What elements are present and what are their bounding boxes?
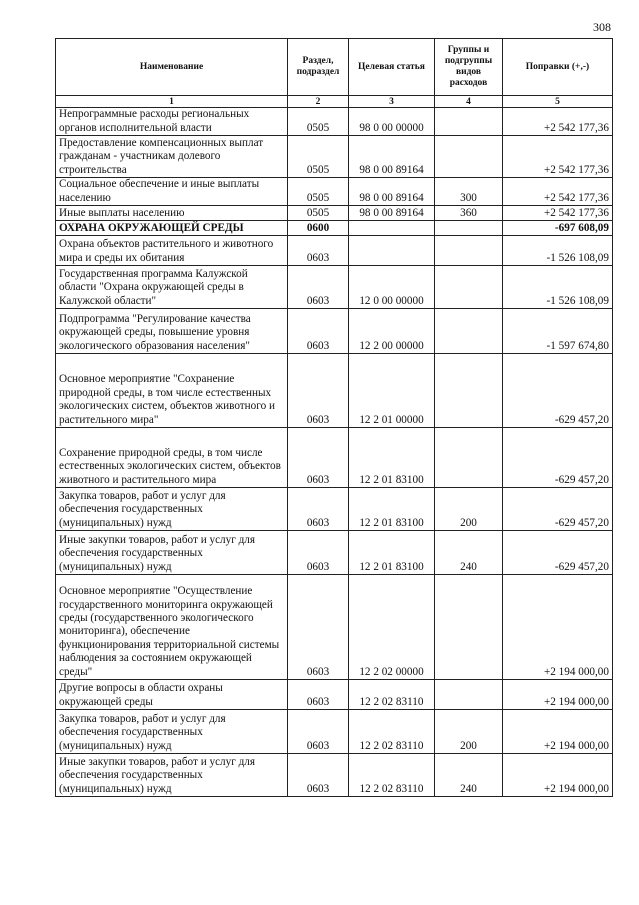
row-amount: +2 194 000,00 [503,680,613,710]
row-section: 0603 [288,266,349,309]
row-amount: +2 542 177,36 [503,178,613,206]
table-row [56,680,613,710]
row-section: 0505 [288,178,349,206]
row-section: 0505 [288,136,349,178]
row-amount: -1 526 108,09 [503,236,613,266]
row-name: Охрана объектов растительного и животного мира и среды их обитания [56,236,288,266]
row-target: 12 2 02 83110 [349,680,435,710]
row-section: 0603 [288,754,349,797]
table-row [56,354,613,428]
row-amount: -629 457,20 [503,354,613,428]
row-target: 98 0 00 89164 [349,178,435,206]
table-row [56,754,613,797]
table-header-row [56,39,613,96]
page-number: 308 [593,20,611,34]
row-amount: +2 194 000,00 [503,710,613,754]
row-amount: +2 542 177,36 [503,206,613,221]
budget-amendments-table [55,38,613,797]
row-target: 12 2 01 83100 [349,428,435,488]
table-row [56,136,613,178]
table-row [56,428,613,488]
row-target: 98 0 00 89164 [349,136,435,178]
row-group: 300 [435,178,503,206]
row-amount: -1 597 674,80 [503,309,613,354]
row-group [435,354,503,428]
column-number: 1 [56,96,288,108]
row-section: 0603 [288,309,349,354]
row-target: 12 2 01 83100 [349,531,435,575]
row-section: 0603 [288,428,349,488]
row-section: 0603 [288,236,349,266]
row-name: ОХРАНА ОКРУЖАЮЩЕЙ СРЕДЫ [56,221,288,236]
row-section: 0603 [288,531,349,575]
row-name: Непрограммные расходы региональных органов исполнительной власти [56,108,288,136]
row-section: 0505 [288,206,349,221]
header-section: Раздел, подраздел [288,39,349,96]
row-target: 12 2 00 00000 [349,309,435,354]
row-section: 0603 [288,488,349,531]
table-row [56,178,613,206]
column-number: 2 [288,96,349,108]
table-row [56,108,613,136]
column-number-row [56,96,613,108]
row-amount: -629 457,20 [503,488,613,531]
row-group [435,575,503,680]
row-section: 0603 [288,710,349,754]
row-group [435,236,503,266]
row-name: Основное мероприятие "Осуществление государственного мониторинга окружающей среды (государственного экологического мониторинга), обеспечение функционирования территориальной системы наблюдения за состоянием окружающей среды" [56,575,288,680]
table-row [56,531,613,575]
row-target: 12 2 02 83110 [349,754,435,797]
row-amount: +2 194 000,00 [503,575,613,680]
row-section: 0603 [288,354,349,428]
table-row [56,710,613,754]
table-row [56,206,613,221]
header-target-article: Целевая статья [349,39,435,96]
row-group [435,136,503,178]
row-target [349,236,435,266]
row-amount: -629 457,20 [503,428,613,488]
row-group: 200 [435,710,503,754]
row-section: 0603 [288,575,349,680]
table-row [56,309,613,354]
row-group [435,680,503,710]
row-name: Иные закупки товаров, работ и услуг для обеспечения государственных (муниципальных) нужд [56,754,288,797]
row-target: 12 2 02 83110 [349,710,435,754]
row-name: Иные выплаты населению [56,206,288,221]
table-row [56,221,613,236]
header-amendments: Поправки (+,-) [503,39,613,96]
row-group: 360 [435,206,503,221]
row-target: 12 2 01 00000 [349,354,435,428]
row-group: 240 [435,531,503,575]
row-group: 200 [435,488,503,531]
row-name: Подпрограмма "Регулирование качества окружающей среды, повышение уровня экологического образования населения" [56,309,288,354]
row-section: 0600 [288,221,349,236]
row-name: Другие вопросы в области охраны окружающей среды [56,680,288,710]
column-number: 5 [503,96,613,108]
row-name: Закупка товаров, работ и услуг для обеспечения государственных (муниципальных) нужд [56,488,288,531]
column-number: 4 [435,96,503,108]
row-name: Закупка товаров, работ и услуг для обеспечения государственных (муниципальных) нужд [56,710,288,754]
row-target: 12 2 02 00000 [349,575,435,680]
row-name: Основное мероприятие "Сохранение природной среды, в том числе естественных экологических систем, объектов животного и растительного мира" [56,354,288,428]
row-group [435,108,503,136]
row-target [349,221,435,236]
row-group [435,221,503,236]
row-group [435,266,503,309]
row-name: Предоставление компенсационных выплат гражданам - участникам долевого строительства [56,136,288,178]
table-row [56,236,613,266]
table-row [56,488,613,531]
row-name: Сохранение природной среды, в том числе естественных экологических систем, объектов животного и растительного мира [56,428,288,488]
table-row [56,575,613,680]
row-name: Иные закупки товаров, работ и услуг для обеспечения государственных (муниципальных) нужд [56,531,288,575]
row-group [435,309,503,354]
header-expense-groups: Группы и подгруппы видов расходов [435,39,503,96]
row-target: 98 0 00 00000 [349,108,435,136]
row-group: 240 [435,754,503,797]
row-target: 12 2 01 83100 [349,488,435,531]
row-amount: -697 608,09 [503,221,613,236]
row-target: 98 0 00 89164 [349,206,435,221]
row-amount: +2 542 177,36 [503,136,613,178]
row-amount: -1 526 108,09 [503,266,613,309]
row-section: 0603 [288,680,349,710]
row-section: 0505 [288,108,349,136]
row-name: Социальное обеспечение и иные выплаты населению [56,178,288,206]
header-name: Наименование [56,39,288,96]
row-group [435,428,503,488]
row-amount: +2 542 177,36 [503,108,613,136]
table-row [56,266,613,309]
row-target: 12 0 00 00000 [349,266,435,309]
column-number: 3 [349,96,435,108]
row-amount: +2 194 000,00 [503,754,613,797]
row-amount: -629 457,20 [503,531,613,575]
row-name: Государственная программа Калужской области "Охрана окружающей среды в Калужской области" [56,266,288,309]
